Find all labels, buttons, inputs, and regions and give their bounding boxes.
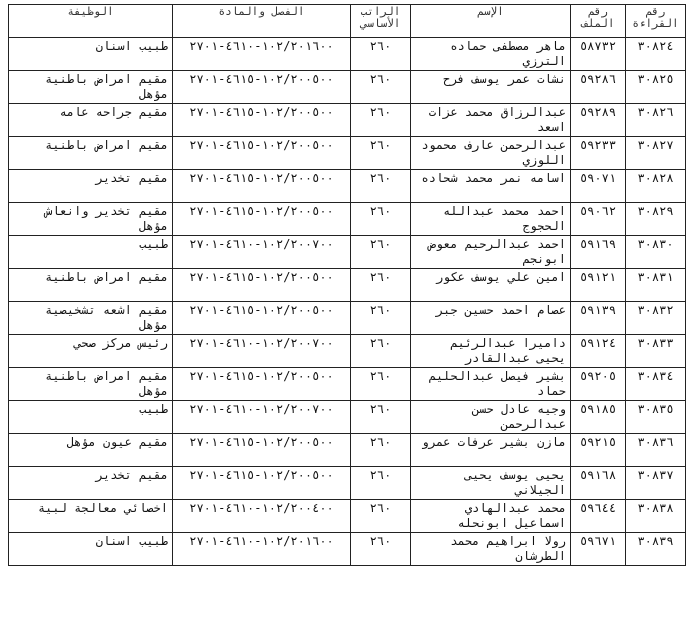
cell-chapter-article: ١٠٢/٢٠٠٥٠٠-٤٦١٥-٢٧٠١ [173,467,351,500]
table-row [9,401,686,434]
cell-chapter-article: ١٠٢/٢٠٠٥٠٠-٤٦١٥-٢٧٠١ [173,170,351,203]
cell-basic-salary: ٢٦٠ [351,269,411,302]
cell-job: مقيم اشعه تشخيصية مؤهل [9,302,173,335]
cell-basic-salary: ٢٦٠ [351,236,411,269]
table-row [9,500,686,533]
cell-file-number: ٥٩٠٧١ [571,170,626,203]
table-row [9,203,686,236]
cell-name: محمد عبدالهادي اسماعيل ابونحله [411,500,571,533]
cell-reading-number: ٣٠٨٣٤ [626,368,686,401]
cell-basic-salary: ٢٦٠ [351,203,411,236]
cell-reading-number: ٣٠٨٣٧ [626,467,686,500]
cell-name: احمد عبدالرحيم معوض ابونجم [411,236,571,269]
cell-reading-number: ٣٠٨٢٥ [626,71,686,104]
cell-name: داميرا عبدالرئيم يحيى عبدالقادر [411,335,571,368]
cell-file-number: ٥٩١٦٩ [571,236,626,269]
header-chapter-article: الفصل والمادة [173,5,351,38]
cell-reading-number: ٣٠٨٣٣ [626,335,686,368]
cell-name: ماهر مصطفى حماده الترزي [411,38,571,71]
cell-file-number: ٥٩٢٨٦ [571,71,626,104]
table-row [9,368,686,401]
cell-basic-salary: ٢٦٠ [351,368,411,401]
cell-name: مازن بشير عرفات عمرو [411,434,571,467]
table-row [9,467,686,500]
cell-job: طبيب اسنان [9,38,173,71]
cell-basic-salary: ٢٦٠ [351,335,411,368]
cell-chapter-article: ١٠٢/٢٠٠٧٠٠-٤٦١٠-٢٧٠١ [173,236,351,269]
cell-reading-number: ٣٠٨٣٦ [626,434,686,467]
table-body [9,38,686,566]
cell-file-number: ٥٩٢٠٥ [571,368,626,401]
header-job: الوظيفة [9,5,173,38]
cell-name: عبدالرزاق محمد عزات اسعد [411,104,571,137]
table-row [9,137,686,170]
cell-file-number: ٥٩٢٨٩ [571,104,626,137]
cell-name: نشات عمر يوسف فرح [411,71,571,104]
cell-chapter-article: ١٠٢/٢٠١٦٠٠-٤٦١٠-٢٧٠١ [173,533,351,566]
cell-chapter-article: ١٠٢/٢٠٠٥٠٠-٤٦١٥-٢٧٠١ [173,203,351,236]
cell-name: امين علي يوسف عكور [411,269,571,302]
cell-basic-salary: ٢٦٠ [351,434,411,467]
cell-file-number: ٥٩١٢١ [571,269,626,302]
cell-job: مقيم تخدير [9,467,173,500]
cell-basic-salary: ٢٦٠ [351,467,411,500]
cell-file-number: ٥٩٢١٥ [571,434,626,467]
cell-name: رولا ابراهيم محمد الطرشان [411,533,571,566]
table-row [9,302,686,335]
cell-reading-number: ٣٠٨٢٦ [626,104,686,137]
cell-chapter-article: ١٠٢/٢٠١٦٠٠-٤٦١٠-٢٧٠١ [173,38,351,71]
cell-reading-number: ٣٠٨٣٢ [626,302,686,335]
cell-job: طبيب اسنان [9,533,173,566]
cell-file-number: ٥٩١٨٥ [571,401,626,434]
cell-file-number: ٥٩٦٤٤ [571,500,626,533]
cell-file-number: ٥٩١٣٩ [571,302,626,335]
table-row [9,71,686,104]
cell-job: مقيم جراحه عامه [9,104,173,137]
cell-name: عبدالرحمن عارف محمود اللوزي [411,137,571,170]
cell-name: احمد محمد عبدالله الحجوج [411,203,571,236]
cell-name: يحيى يوسف يحيى الجيلاني [411,467,571,500]
table-row [9,335,686,368]
cell-reading-number: ٣٠٨٣٨ [626,500,686,533]
cell-job: مقيم امراض باطنية [9,137,173,170]
cell-name: اسامه نمر محمد شحاده [411,170,571,203]
cell-name: عصام احمد حسين جبر [411,302,571,335]
header-name: الإسم [411,5,571,38]
cell-basic-salary: ٢٦٠ [351,533,411,566]
header-file-number: رقم الملف [571,5,626,38]
table-header-row [9,5,686,38]
appointments-document [8,4,685,566]
cell-basic-salary: ٢٦٠ [351,38,411,71]
cell-file-number: ٥٩١٦٨ [571,467,626,500]
table-row [9,170,686,203]
cell-file-number: ٥٩٢٣٣ [571,137,626,170]
cell-reading-number: ٣٠٨٣٠ [626,236,686,269]
cell-reading-number: ٣٠٨٣١ [626,269,686,302]
table-row [9,38,686,71]
cell-job: اخصائي معالجة لبية [9,500,173,533]
cell-basic-salary: ٢٦٠ [351,302,411,335]
cell-file-number: ٥٨٧٣٢ [571,38,626,71]
cell-reading-number: ٣٠٨٢٩ [626,203,686,236]
cell-file-number: ٥٩٦٧١ [571,533,626,566]
cell-basic-salary: ٢٦٠ [351,401,411,434]
cell-reading-number: ٣٠٨٣٩ [626,533,686,566]
cell-basic-salary: ٢٦٠ [351,137,411,170]
cell-basic-salary: ٢٦٠ [351,170,411,203]
cell-reading-number: ٣٠٨٢٧ [626,137,686,170]
cell-name: بشير فيصل عبدالحليم حماد [411,368,571,401]
table-row [9,236,686,269]
cell-chapter-article: ١٠٢/٢٠٠٥٠٠-٤٦١٥-٢٧٠١ [173,104,351,137]
cell-name: وجيه عادل حسن عبدالرحمن [411,401,571,434]
cell-chapter-article: ١٠٢/٢٠٠٥٠٠-٤٦١٥-٢٧٠١ [173,434,351,467]
cell-basic-salary: ٢٦٠ [351,71,411,104]
cell-chapter-article: ١٠٢/٢٠٠٥٠٠-٤٦١٥-٢٧٠١ [173,302,351,335]
header-basic-salary: الراتب الأساسي [351,5,411,38]
cell-chapter-article: ١٠٢/٢٠٠٧٠٠-٤٦١٠-٢٧٠١ [173,335,351,368]
cell-job: مقيم امراض باطنية مؤهل [9,368,173,401]
cell-job: طبيب [9,236,173,269]
table-row [9,269,686,302]
cell-job: مقيم تخدير [9,170,173,203]
cell-job: رئيس مركز صحي [9,335,173,368]
table-row [9,434,686,467]
cell-basic-salary: ٢٦٠ [351,104,411,137]
cell-chapter-article: ١٠٢/٢٠٠٥٠٠-٤٦١٥-٢٧٠١ [173,269,351,302]
cell-file-number: ٥٩٠٦٢ [571,203,626,236]
cell-job: مقيم امراض باطنية [9,269,173,302]
cell-chapter-article: ١٠٢/٢٠٠٥٠٠-٤٦١٥-٢٧٠١ [173,368,351,401]
cell-basic-salary: ٢٦٠ [351,500,411,533]
cell-chapter-article: ١٠٢/٢٠٠٧٠٠-٤٦١٠-٢٧٠١ [173,401,351,434]
cell-reading-number: ٣٠٨٢٨ [626,170,686,203]
cell-chapter-article: ١٠٢/٢٠٠٥٠٠-٤٦١٥-٢٧٠١ [173,137,351,170]
cell-job: مقيم عيون مؤهل [9,434,173,467]
table-row [9,533,686,566]
cell-reading-number: ٣٠٨٢٤ [626,38,686,71]
cell-chapter-article: ١٠٢/٢٠٠٤٠٠-٤٦١٠-٢٧٠١ [173,500,351,533]
header-reading-number: رقم القراءة [626,5,686,38]
cell-file-number: ٥٩١٢٤ [571,335,626,368]
cell-job: طبيب [9,401,173,434]
cell-chapter-article: ١٠٢/٢٠٠٥٠٠-٤٦١٥-٢٧٠١ [173,71,351,104]
cell-job: مقيم تخدير وانعاش مؤهل [9,203,173,236]
cell-job: مقيم امراض باطنية مؤهل [9,71,173,104]
cell-reading-number: ٣٠٨٣٥ [626,401,686,434]
staff-table [8,4,686,566]
table-row [9,104,686,137]
